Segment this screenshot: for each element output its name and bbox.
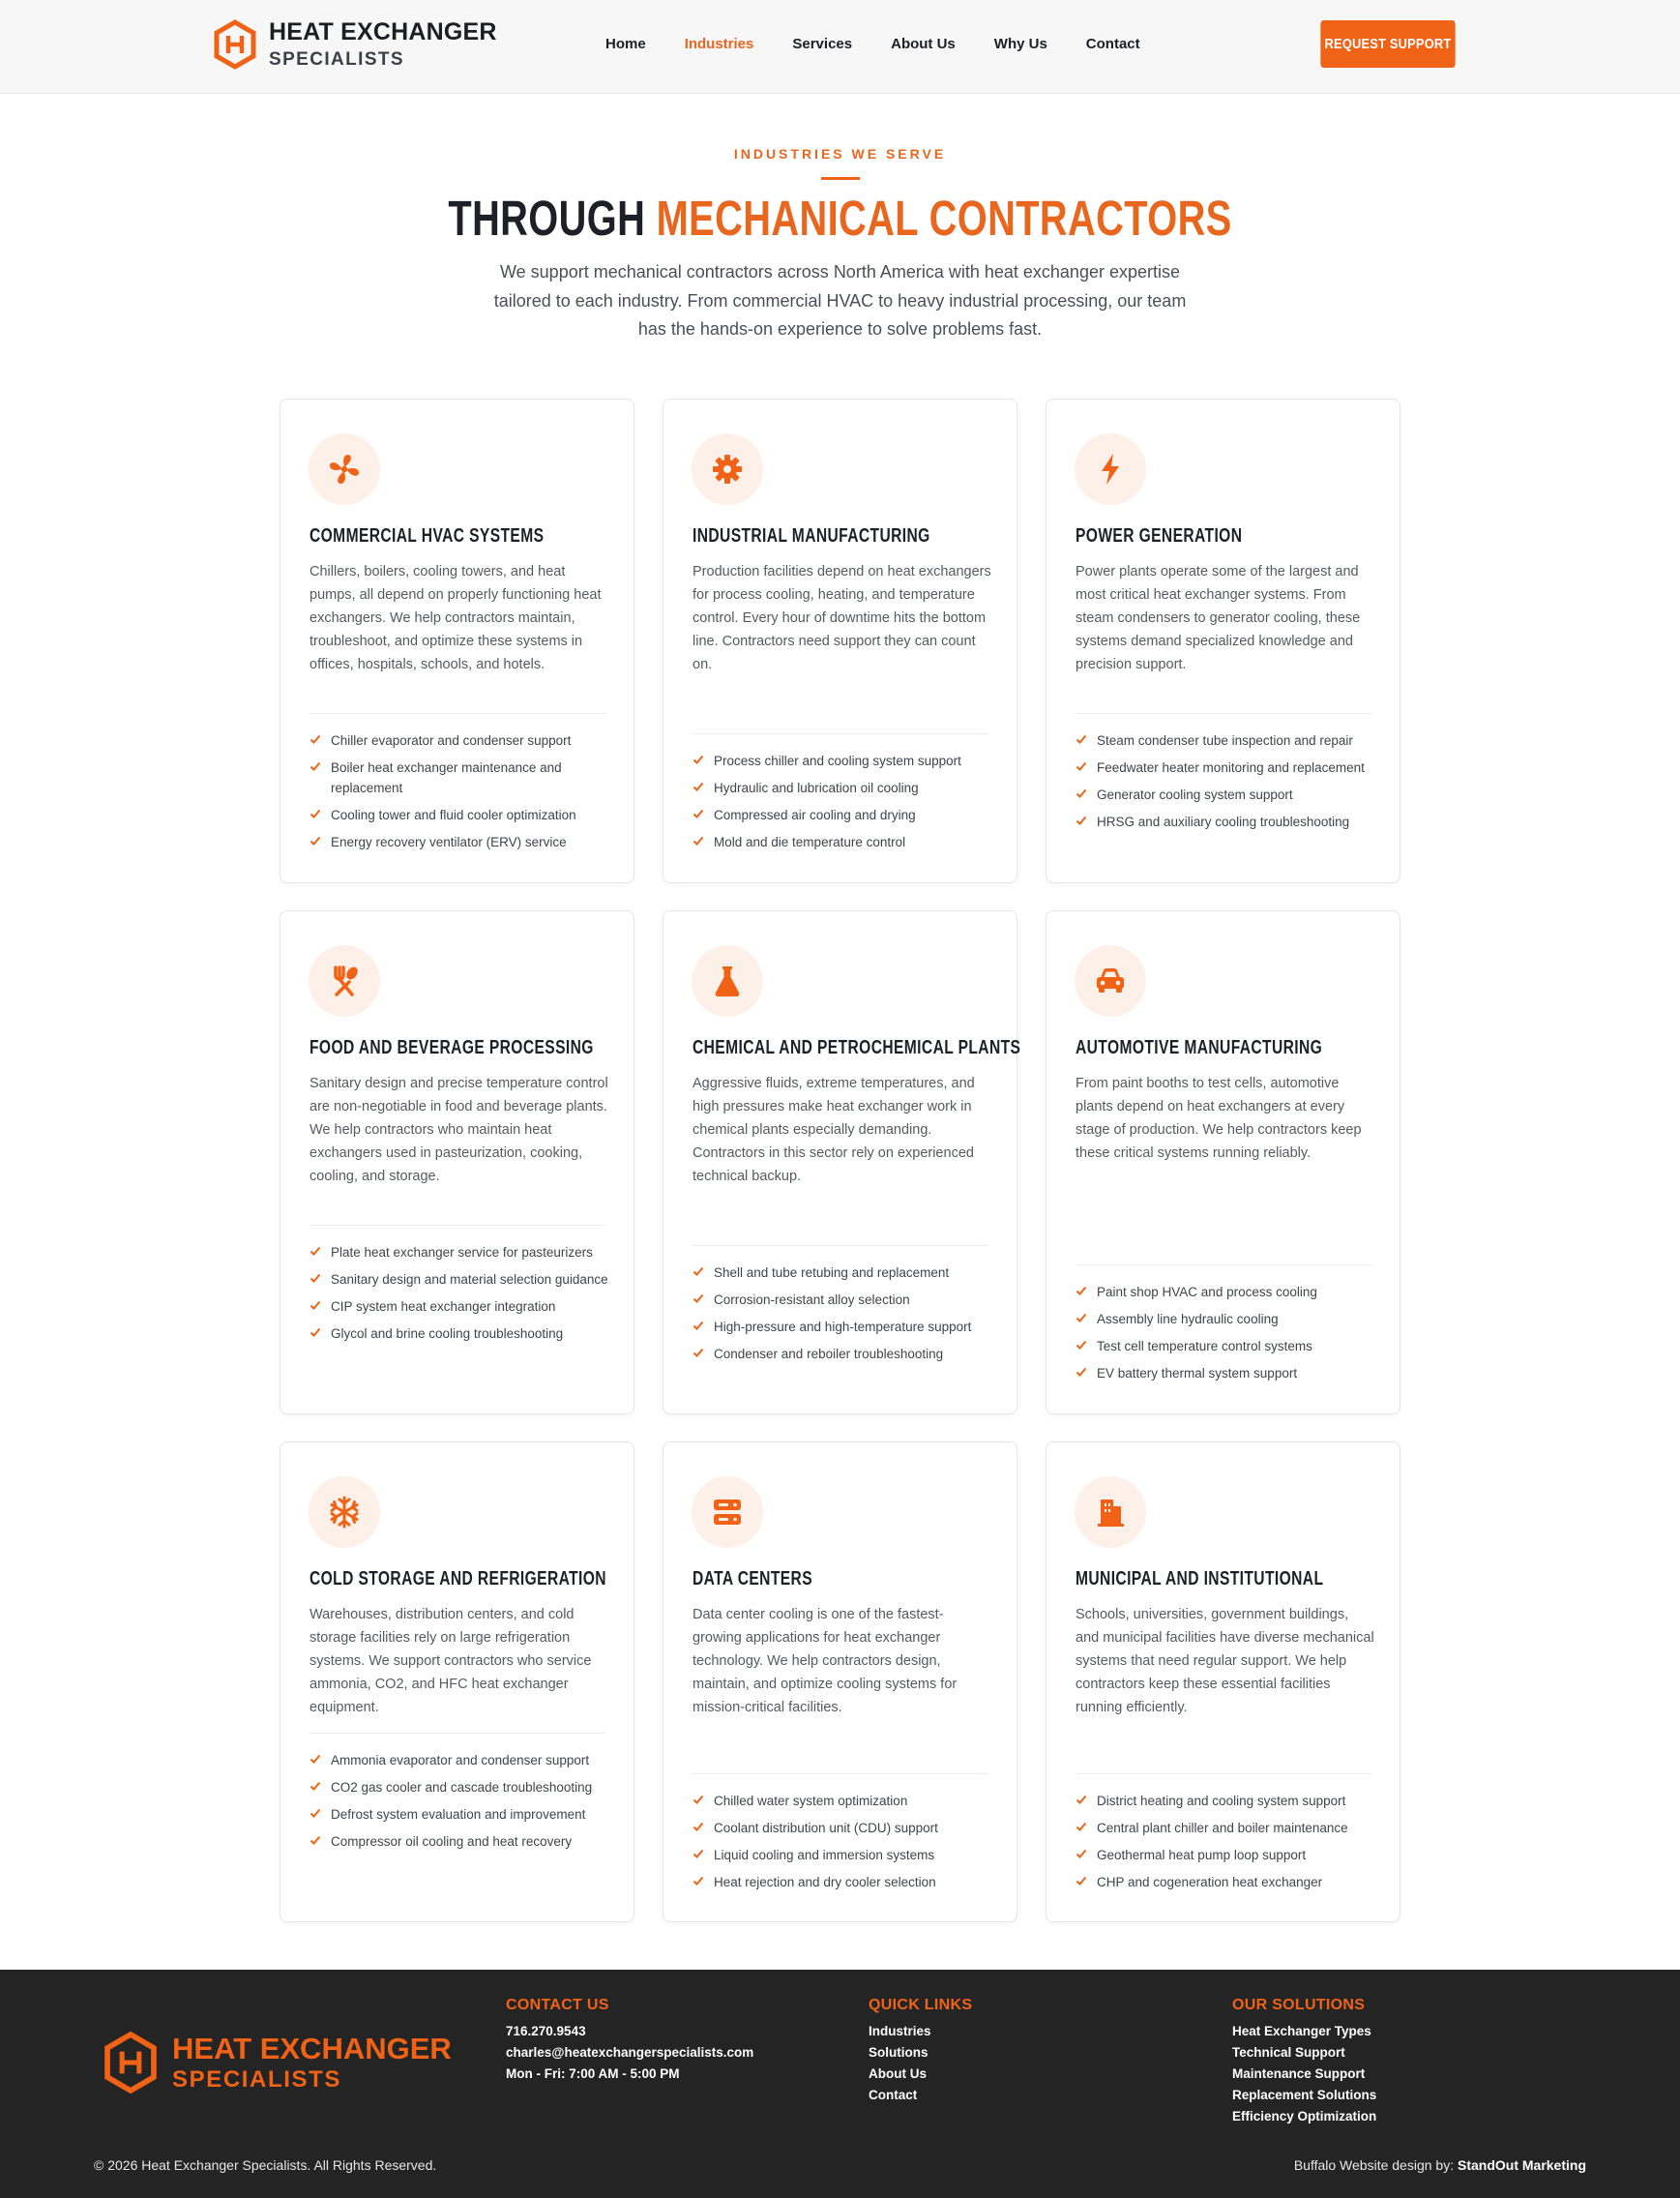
industry-card-hvac <box>280 399 634 883</box>
card-feature-list <box>693 1262 1000 1371</box>
card-title: INDUSTRIAL MANUFACTURING <box>693 525 930 547</box>
industry-card-food <box>280 910 634 1414</box>
card-description: Data center cooling is one of the fastest-growing applications for heat exchanger technology. We help contractors design, maintain, and optimize cooling systems for mission-critical facilities. <box>693 1607 958 1715</box>
check-icon <box>309 760 321 772</box>
list-item-text: EV battery thermal system support <box>1097 1366 1298 1381</box>
list-item-text: Ammonia evaporator and condenser support <box>331 1753 590 1767</box>
list-item-text: Condenser and reboiler troubleshooting <box>714 1347 944 1361</box>
list-item <box>1076 1818 1383 1838</box>
card-description: Schools, universities, government buildings, and municipal facilities have diverse mechanical systems that need regular support. We help contractors keep these essential facilities running efficiently. <box>1076 1607 1374 1715</box>
list-item <box>693 1290 1000 1310</box>
footer-link-heat-exchanger-types[interactable]: Heat Exchanger Types <box>1232 2024 1371 2038</box>
list-item-text: Mold and die temperature control <box>714 835 906 849</box>
snowflake-icon <box>309 1476 380 1548</box>
eyebrow-divider <box>821 177 860 180</box>
check-icon <box>309 808 321 819</box>
list-item <box>309 832 617 852</box>
card-divider <box>1076 713 1371 714</box>
card-title: AUTOMOTIVE MANUFACTURING <box>1076 1037 1323 1058</box>
list-item-text: Glycol and brine cooling troubleshooting <box>331 1326 564 1341</box>
card-feature-list <box>309 1750 617 1858</box>
list-item <box>693 1344 1000 1364</box>
check-icon <box>693 1292 704 1304</box>
list-item-text: HRSG and auxiliary cooling troubleshooting <box>1097 815 1350 829</box>
title-accent: MECHANICAL CONTRACTORS <box>656 191 1232 246</box>
list-item <box>1076 730 1383 751</box>
page-title <box>185 190 1495 247</box>
check-icon <box>693 808 704 819</box>
industry-card-power <box>1046 399 1400 883</box>
check-icon <box>1076 1875 1087 1886</box>
card-divider <box>693 733 988 734</box>
check-icon <box>309 1780 321 1792</box>
list-item <box>309 730 617 751</box>
check-icon <box>693 754 704 765</box>
intro-paragraph: We support mechanical contractors across North America with heat exchanger expertise tailored to each industry. From commercial HVAC to heavy industrial processing, our team has the hands-on experience to solve problems fast. <box>493 262 1187 339</box>
site-footer <box>0 1970 1680 2198</box>
check-icon <box>1076 1339 1087 1351</box>
check-icon <box>693 1848 704 1859</box>
check-icon <box>693 1320 704 1331</box>
industry-card-municipal <box>1046 1441 1400 1922</box>
site-header <box>0 0 1680 94</box>
nav-why-us[interactable]: Why Us <box>993 36 1047 52</box>
footer-contact-heading: CONTACT US <box>506 1997 609 2013</box>
list-item-text: Sanitary design and material selection guidance <box>331 1272 608 1287</box>
list-item <box>309 1831 617 1852</box>
list-item <box>693 1791 1000 1811</box>
list-item <box>309 805 617 825</box>
list-item-text: Assembly line hydraulic cooling <box>1097 1312 1279 1326</box>
footer-logo-line2: SPECIALISTS <box>172 2066 341 2093</box>
check-icon <box>309 835 321 847</box>
check-icon <box>693 1794 704 1805</box>
footer-link-maintenance-support[interactable]: Maintenance Support <box>1232 2066 1366 2081</box>
check-icon <box>309 1807 321 1819</box>
card-description: From paint booths to test cells, automotive plants depend on heat exchangers at every stage of production. We help contractors keep these critical systems running reliably. <box>1076 1076 1362 1161</box>
list-item <box>693 778 1000 798</box>
check-icon <box>1076 1285 1087 1296</box>
card-description: Chillers, boilers, cooling towers, and heat pumps, all depend on properly functioning heat exchangers. We help contractors maintain, troubleshoot, and optimize these systems in offices, hospitals, schools, and hotels. <box>309 564 602 672</box>
list-item <box>1076 1872 1383 1892</box>
list-item <box>693 1872 1000 1892</box>
header-logo[interactable] <box>213 19 497 70</box>
car-icon <box>1075 945 1146 1017</box>
check-icon <box>309 1834 321 1846</box>
hexagon-logo-icon <box>103 2030 159 2095</box>
list-item-text: Test cell temperature control systems <box>1097 1339 1312 1353</box>
check-icon <box>1076 1794 1087 1805</box>
footer-email-link[interactable]: charles@heatexchangerspecialists.com <box>506 2045 754 2060</box>
list-item-text: Compressed air cooling and drying <box>714 808 916 822</box>
list-item-text: Paint shop HVAC and process cooling <box>1097 1285 1317 1299</box>
server-icon <box>692 1476 763 1548</box>
card-divider <box>1076 1264 1371 1265</box>
list-item-text: Defrost system evaluation and improvement <box>331 1807 586 1822</box>
list-item-text: Feedwater heater monitoring and replacement <box>1097 760 1365 775</box>
footer-link-contact[interactable]: Contact <box>869 2088 918 2102</box>
list-item-text: Energy recovery ventilator (ERV) service <box>331 835 567 849</box>
card-description: Production facilities depend on heat exchangers for process cooling, heating, and temperature control. Every hour of downtime hits the bottom line. Contractors need support they can count on. <box>693 564 991 672</box>
list-item <box>309 1242 617 1262</box>
card-description: Aggressive fluids, extreme temperatures, and high pressures make heat exchanger work in chemical plants especially demanding. Contractors in this sector rely on experienced technical backup. <box>693 1076 975 1184</box>
check-icon <box>693 1821 704 1832</box>
list-item-text: Plate heat exchanger service for pasteurizers <box>331 1245 593 1260</box>
logo-line2: SPECIALISTS <box>269 49 404 70</box>
card-feature-list <box>309 1242 617 1351</box>
check-icon <box>1076 815 1087 826</box>
list-item <box>693 805 1000 825</box>
list-item-text: Generator cooling system support <box>1097 787 1293 802</box>
list-item <box>693 1317 1000 1337</box>
list-item-text: Steam condenser tube inspection and repair <box>1097 733 1353 748</box>
list-item-text: Coolant distribution unit (CDU) support <box>714 1821 938 1835</box>
logo-line1: HEAT EXCHANGER <box>269 18 497 45</box>
list-item-text: Corrosion-resistant alloy selection <box>714 1292 910 1307</box>
list-item-text: CHP and cogeneration heat exchanger <box>1097 1875 1323 1889</box>
lightning-bolt-icon <box>1075 433 1146 505</box>
footer-link-replacement-solutions[interactable]: Replacement Solutions <box>1232 2088 1377 2102</box>
list-item-text: Process chiller and cooling system support <box>714 754 961 768</box>
list-item <box>1076 1363 1383 1383</box>
nav-about-us[interactable]: About Us <box>891 36 956 52</box>
check-icon <box>693 1265 704 1277</box>
list-item-text: District heating and cooling system support <box>1097 1794 1346 1808</box>
check-icon <box>1076 733 1087 745</box>
check-icon <box>309 1272 321 1284</box>
list-item-text: Hydraulic and lubrication oil cooling <box>714 781 919 795</box>
card-title: CHEMICAL AND PETROCHEMICAL PLANTS <box>693 1037 1021 1058</box>
nav-industries[interactable]: Industries <box>684 36 754 52</box>
copyright-text: © 2026 Heat Exchanger Specialists. All Rights Reserved. <box>94 2157 437 2173</box>
request-support-button[interactable]: REQUEST SUPPORT <box>1320 20 1455 68</box>
building-icon <box>1075 1476 1146 1548</box>
footer-contact <box>506 1997 753 2085</box>
industry-card-cold-storage <box>280 1441 634 1922</box>
nav-services[interactable]: Services <box>792 36 853 52</box>
footer-link-solutions[interactable]: Solutions <box>869 2045 928 2060</box>
industry-card-automotive <box>1046 910 1400 1414</box>
list-item <box>309 1777 617 1797</box>
check-icon <box>309 1245 321 1257</box>
card-title: MUNICIPAL AND INSTITUTIONAL <box>1076 1568 1324 1589</box>
flask-icon <box>692 945 763 1017</box>
nav-contact[interactable]: Contact <box>1085 36 1140 52</box>
check-icon <box>693 835 704 847</box>
card-title: COMMERCIAL HVAC SYSTEMS <box>309 525 545 547</box>
list-item <box>1076 1791 1383 1811</box>
check-icon <box>1076 1312 1087 1323</box>
footer-solutions-heading: OUR SOLUTIONS <box>1232 1997 1366 2013</box>
list-item-text: Liquid cooling and immersion systems <box>714 1848 935 1862</box>
list-item-text: Shell and tube retubing and replacement <box>714 1265 950 1280</box>
title-plain: THROUGH <box>448 191 646 246</box>
check-icon <box>693 1347 704 1358</box>
gear-icon <box>692 433 763 505</box>
list-item <box>309 757 617 798</box>
list-item <box>1076 785 1383 805</box>
footer-quick-links <box>869 1997 972 2106</box>
footer-phone-link[interactable]: 716.270.9543 <box>506 2024 586 2038</box>
footer-link-efficiency-optimization[interactable]: Efficiency Optimization <box>1232 2109 1377 2124</box>
card-divider <box>309 1733 605 1734</box>
industry-card-chemical <box>663 910 1021 1414</box>
list-item <box>693 751 1000 771</box>
list-item <box>1076 1282 1383 1302</box>
card-title: POWER GENERATION <box>1076 525 1243 547</box>
list-item <box>1076 1845 1383 1865</box>
check-icon <box>1076 1848 1087 1859</box>
card-feature-list <box>1076 1791 1383 1899</box>
card-title: COLD STORAGE AND REFRIGERATION <box>309 1568 606 1589</box>
check-icon <box>693 1875 704 1886</box>
check-icon <box>1076 787 1087 799</box>
card-title: FOOD AND BEVERAGE PROCESSING <box>309 1037 594 1058</box>
main-nav <box>605 36 1179 52</box>
card-divider <box>693 1245 988 1246</box>
footer-hours: Mon - Fri: 7:00 AM - 5:00 PM <box>506 2066 680 2081</box>
check-icon <box>309 1753 321 1765</box>
list-item-text: Central plant chiller and boiler maintenance <box>1097 1821 1348 1835</box>
card-feature-list <box>693 751 1000 859</box>
list-item-text: Heat rejection and dry cooler selection <box>714 1875 936 1889</box>
fan-icon <box>309 433 380 505</box>
credit-link[interactable]: StandOut Marketing <box>1457 2157 1586 2173</box>
list-item-text: Compressor oil cooling and heat recovery <box>331 1834 573 1849</box>
check-icon <box>309 1326 321 1338</box>
utensils-icon <box>309 945 380 1017</box>
industry-card-manufacturing <box>663 399 1017 883</box>
footer-logo-line1: HEAT EXCHANGER <box>172 2032 452 2065</box>
list-item-text: High-pressure and high-temperature support <box>714 1320 972 1334</box>
list-item <box>309 1750 617 1770</box>
check-icon <box>309 733 321 745</box>
list-item <box>693 832 1000 852</box>
list-item <box>309 1323 617 1344</box>
check-icon <box>1076 1821 1087 1832</box>
card-description: Power plants operate some of the largest and most critical heat exchanger systems. From steam condensers to generator cooling, these systems demand specialized knowledge and precision support. <box>1076 564 1361 672</box>
card-feature-list <box>309 730 617 859</box>
credit-prefix: Buffalo Website design by: <box>1293 2157 1455 2173</box>
list-item <box>309 1804 617 1825</box>
card-divider <box>309 713 605 714</box>
list-item <box>1076 812 1383 832</box>
card-description: Sanitary design and precise temperature control are non-negotiable in food and beverage plants. We help contractors who maintain heat exchangers used in pasteurization, cooking, cooling, and storage. <box>309 1076 608 1184</box>
footer-link-industries[interactable]: Industries <box>869 2024 931 2038</box>
list-item-text: CIP system heat exchanger integration <box>331 1299 556 1314</box>
list-item <box>309 1269 617 1290</box>
card-divider <box>1076 1773 1371 1774</box>
card-feature-list <box>1076 730 1383 839</box>
list-item <box>1076 757 1383 778</box>
card-description: Warehouses, distribution centers, and cold storage facilities rely on large refrigeration systems. We support contractors who service ammonia, CO2, and HFC heat exchanger equipment. <box>309 1607 592 1715</box>
footer-logo[interactable] <box>103 2030 452 2095</box>
list-item-text: Chilled water system optimization <box>714 1794 908 1808</box>
hexagon-logo-icon <box>213 19 257 70</box>
list-item-text: Cooling tower and fluid cooler optimization <box>331 808 576 822</box>
check-icon <box>1076 1366 1087 1378</box>
footer-quick-links-heading: QUICK LINKS <box>869 1997 973 2013</box>
section-eyebrow: INDUSTRIES WE SERVE <box>733 146 947 162</box>
footer-link-about-us[interactable]: About Us <box>869 2066 927 2081</box>
card-title: DATA CENTERS <box>693 1568 812 1589</box>
list-item-text: CO2 gas cooler and cascade troubleshooting <box>331 1780 593 1795</box>
design-credit <box>1294 2157 1586 2173</box>
card-divider <box>309 1225 605 1226</box>
list-item <box>1076 1309 1383 1329</box>
card-feature-list <box>693 1791 1000 1899</box>
list-item-text: Chiller evaporator and condenser support <box>331 733 572 748</box>
card-divider <box>693 1773 988 1774</box>
check-icon <box>1076 760 1087 772</box>
list-item <box>693 1818 1000 1838</box>
list-item <box>309 1296 617 1317</box>
card-feature-list <box>1076 1282 1383 1390</box>
list-item <box>693 1262 1000 1283</box>
check-icon <box>693 781 704 792</box>
list-item-text: Boiler heat exchanger maintenance and replacement <box>331 760 562 795</box>
footer-solutions <box>1232 1997 1376 2127</box>
check-icon <box>309 1299 321 1311</box>
industry-card-data-centers <box>663 1441 1017 1922</box>
list-item <box>1076 1336 1383 1356</box>
footer-link-technical-support[interactable]: Technical Support <box>1232 2045 1345 2060</box>
nav-home[interactable]: Home <box>605 36 646 52</box>
list-item-text: Geothermal heat pump loop support <box>1097 1848 1307 1862</box>
list-item <box>693 1845 1000 1865</box>
